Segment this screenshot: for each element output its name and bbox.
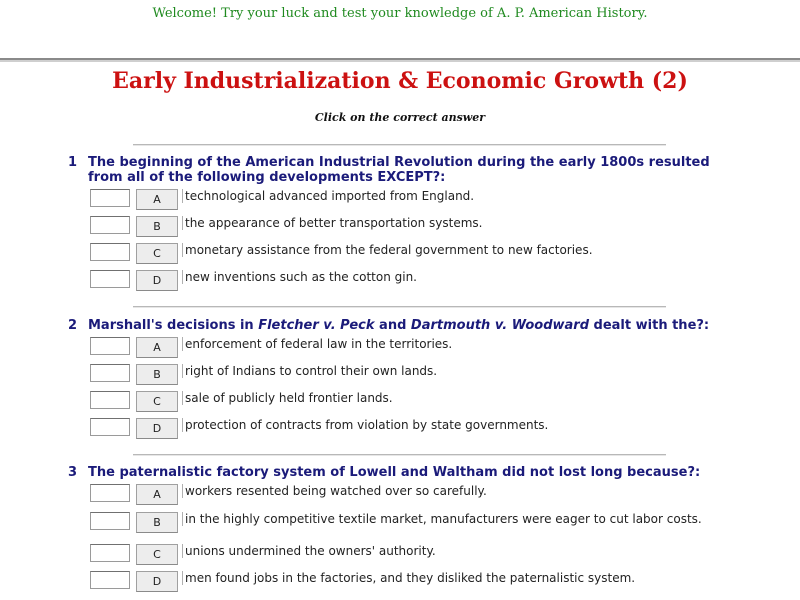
answer-input[interactable] bbox=[90, 391, 130, 409]
question-3 bbox=[68, 465, 728, 480]
answer-text: technological advanced imported from England. bbox=[182, 189, 725, 203]
answer-input[interactable] bbox=[90, 364, 130, 382]
answer-text: new inventions such as the cotton gin. bbox=[182, 270, 725, 284]
answer-input[interactable] bbox=[90, 216, 130, 234]
answer-input[interactable] bbox=[90, 544, 130, 562]
page-title: Early Industrialization & Economic Growth (2) bbox=[112, 68, 688, 94]
answer-row-1c bbox=[90, 243, 730, 265]
answer-button-c[interactable]: C bbox=[136, 391, 178, 412]
question-number: 2 bbox=[68, 318, 78, 333]
question-number: 1 bbox=[68, 155, 78, 170]
answer-row-1b bbox=[90, 216, 730, 238]
answer-text: right of Indians to control their own lands. bbox=[182, 364, 725, 378]
question-divider bbox=[133, 144, 666, 146]
answer-button-c[interactable]: C bbox=[136, 243, 178, 264]
answer-row-2d bbox=[90, 418, 730, 440]
question-divider bbox=[133, 306, 666, 308]
question-2 bbox=[68, 318, 728, 333]
answer-text: the appearance of better transportation systems. bbox=[182, 216, 725, 230]
answer-row-2b bbox=[90, 364, 730, 386]
answer-text: sale of publicly held frontier lands. bbox=[182, 391, 725, 405]
header-divider bbox=[0, 58, 800, 62]
question-text-part: Marshall's decisions in bbox=[88, 318, 259, 333]
answer-text: men found jobs in the factories, and they disliked the paternalistic system. bbox=[182, 571, 725, 585]
answer-text: monetary assistance from the federal government to new factories. bbox=[182, 243, 725, 257]
answer-row-1a bbox=[90, 189, 730, 211]
question-text-part: dealt with the?: bbox=[589, 318, 710, 333]
question-text-part: and bbox=[374, 318, 411, 333]
answer-row-1d bbox=[90, 270, 730, 292]
answer-input[interactable] bbox=[90, 189, 130, 207]
answer-button-d[interactable]: D bbox=[136, 571, 178, 592]
answer-text: protection of contracts from violation by state governments. bbox=[182, 418, 725, 432]
question-1 bbox=[68, 155, 728, 185]
answer-input[interactable] bbox=[90, 484, 130, 502]
answer-row-3c bbox=[90, 544, 730, 566]
answer-button-b[interactable]: B bbox=[136, 364, 178, 385]
answer-input[interactable] bbox=[90, 512, 130, 530]
answer-row-2a bbox=[90, 337, 730, 359]
case-name-fletcher: Fletcher v. Peck bbox=[258, 318, 375, 333]
question-text: The paternalistic factory system of Lowell and Waltham did not lost long because?: bbox=[88, 465, 701, 480]
answer-input[interactable] bbox=[90, 337, 130, 355]
answer-text: workers resented being watched over so carefully. bbox=[182, 484, 725, 498]
answer-row-3d bbox=[90, 571, 730, 593]
answer-input[interactable] bbox=[90, 571, 130, 589]
question-number: 3 bbox=[68, 465, 78, 480]
answer-button-a[interactable]: A bbox=[136, 189, 178, 210]
question-divider bbox=[133, 454, 666, 456]
question-text bbox=[88, 318, 728, 333]
answer-button-d[interactable]: D bbox=[136, 270, 178, 291]
answer-button-a[interactable]: A bbox=[136, 484, 178, 505]
answer-button-d[interactable]: D bbox=[136, 418, 178, 439]
answer-input[interactable] bbox=[90, 418, 130, 436]
answer-row-3a bbox=[90, 484, 730, 506]
answer-button-b[interactable]: B bbox=[136, 512, 178, 533]
question-text: The beginning of the American Industrial Revolution during the early 1800s resulted from all of the following developments EXCEPT?: bbox=[88, 155, 710, 185]
answer-input[interactable] bbox=[90, 270, 130, 288]
answer-text: enforcement of federal law in the territories. bbox=[182, 337, 725, 351]
answer-row-2c bbox=[90, 391, 730, 413]
answer-button-c[interactable]: C bbox=[136, 544, 178, 565]
answer-text: in the highly competitive textile market, manufacturers were eager to cut labor costs. bbox=[182, 512, 725, 526]
case-name-dartmouth: Dartmouth v. Woodward bbox=[410, 318, 590, 333]
welcome-message: Welcome! Try your luck and test your knowledge of A. P. American History. bbox=[152, 6, 648, 21]
answer-button-b[interactable]: B bbox=[136, 216, 178, 237]
answer-text: unions undermined the owners' authority. bbox=[182, 544, 725, 558]
answer-button-a[interactable]: A bbox=[136, 337, 178, 358]
instruction-text: Click on the correct answer bbox=[314, 111, 486, 124]
answer-row-3b bbox=[90, 512, 730, 546]
answer-input[interactable] bbox=[90, 243, 130, 261]
